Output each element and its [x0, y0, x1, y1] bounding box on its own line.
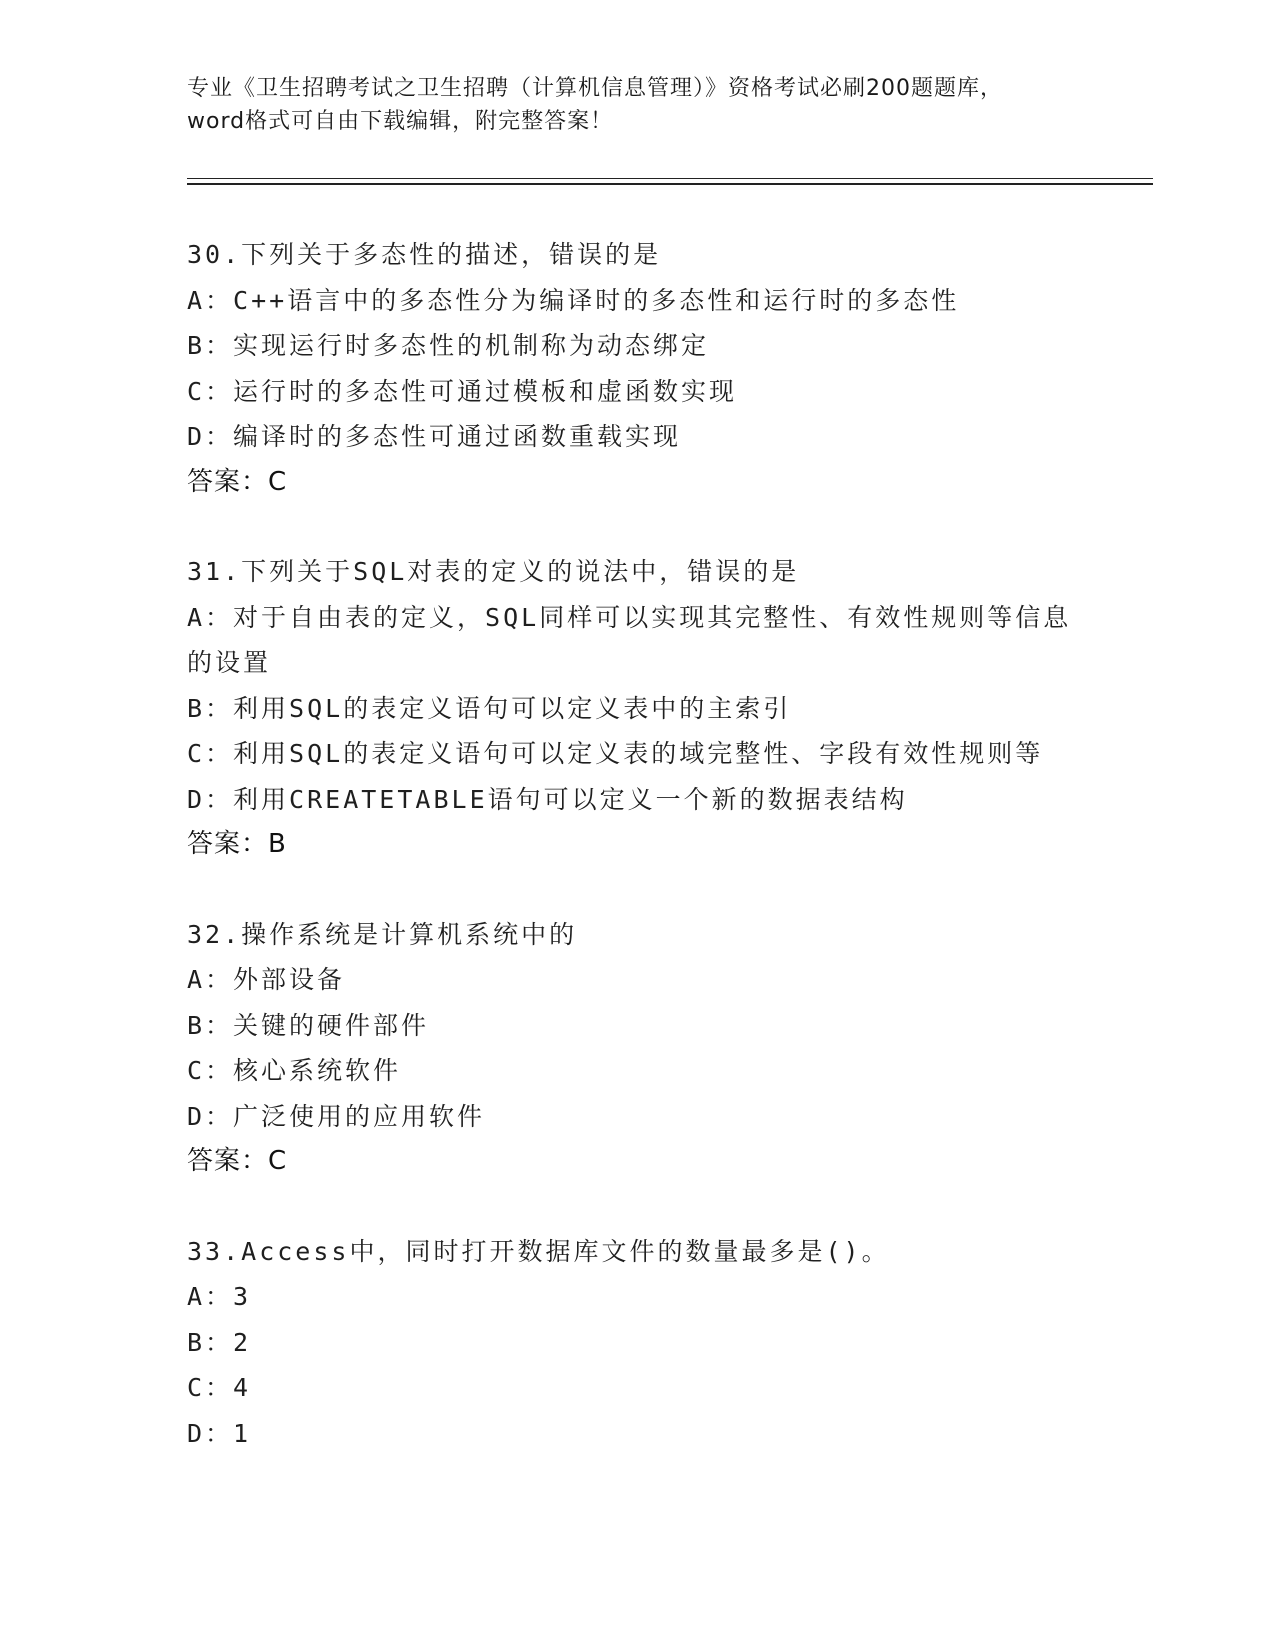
answer-text: 答案：B — [187, 829, 287, 859]
question-33 — [187, 1229, 1087, 1457]
option-c: C：4 — [187, 1373, 252, 1402]
question-31 — [187, 549, 1087, 868]
question-stem: 32.操作系统是计算机系统中的 — [187, 919, 578, 949]
answer-text: 答案：C — [187, 1146, 288, 1176]
option-c: C：运行时的多态性可通过模板和虚函数实现 — [187, 376, 738, 406]
question-32 — [187, 912, 1087, 1185]
option-d: D：利用CREATETABLE语句可以定义一个新的数据表结构 — [187, 784, 908, 814]
question-stem: 30.下列关于多态性的描述，错误的是 — [187, 240, 662, 269]
option-a: A：3 — [187, 1282, 252, 1311]
question-stem: 31.下列关于SQL对表的定义的说法中，错误的是 — [187, 557, 800, 586]
header-line-1: 专业《卫生招聘考试之卫生招聘（计算机信息管理）》资格考试必刷200题题库， — [187, 76, 1003, 101]
document-header — [187, 72, 1087, 138]
option-a: A：对于自由表的定义，SQL同样可以实现其完整性、有效性规则等信息的设置 — [187, 602, 1072, 677]
answer-text: 答案：C — [187, 466, 288, 497]
option-d: D：编译时的多态性可通过函数重载实现 — [187, 422, 682, 451]
option-b: B：关键的硬件部件 — [187, 1010, 430, 1040]
question-30 — [187, 232, 1087, 505]
header-divider-thick — [187, 183, 1153, 185]
header-line-2: word格式可自由下载编辑，附完整答案！ — [187, 109, 614, 134]
option-c: C：核心系统软件 — [187, 1056, 402, 1085]
option-b: B：利用SQL的表定义语句可以定义表中的主索引 — [187, 693, 792, 723]
option-d: D：1 — [187, 1418, 252, 1448]
question-stem: 33.Access中，同时打开数据库文件的数量最多是()。 — [187, 1236, 890, 1266]
option-d: D：广泛使用的应用软件 — [187, 1101, 486, 1131]
option-c: C：利用SQL的表定义语句可以定义表的域完整性、字段有效性规则等 — [187, 739, 1044, 768]
header-divider-thin — [187, 178, 1153, 179]
option-b: B：实现运行时多态性的机制称为动态绑定 — [187, 331, 710, 360]
option-a: A：外部设备 — [187, 965, 346, 994]
question-list — [187, 232, 1087, 1500]
option-b: B：2 — [187, 1327, 252, 1357]
option-a: A：C++语言中的多态性分为编译时的多态性和运行时的多态性 — [187, 285, 960, 315]
